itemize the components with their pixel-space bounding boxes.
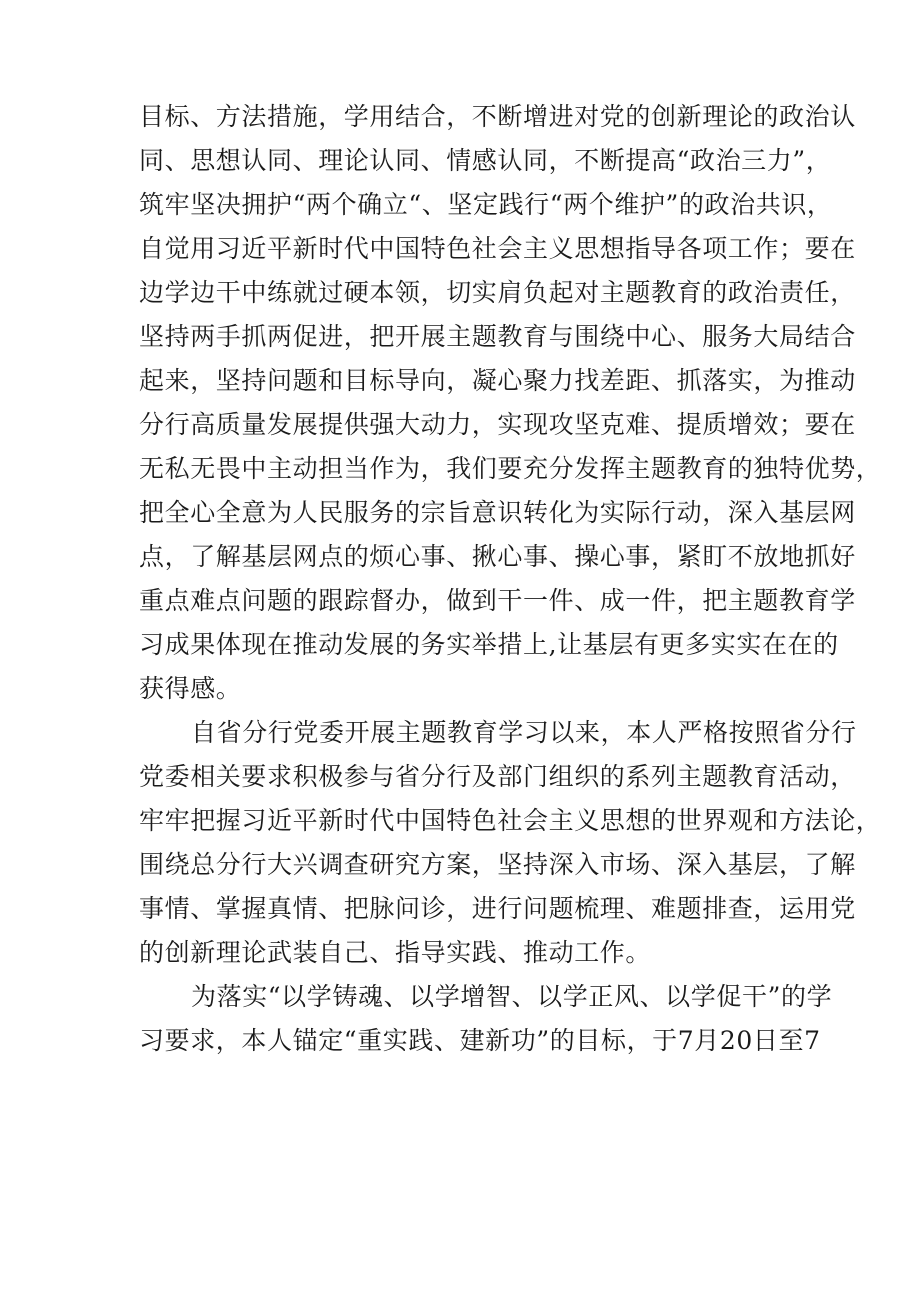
text-line: 获得感。 [139,674,242,703]
text-line: 边学边干中练就过硬本领，切实肩负起对主题教育的政治责任， [139,278,856,307]
text-line: 起来，坚持问题和目标导向，凝心聚力找差距、抓落实，为推动 [139,366,856,395]
text-line: 无私无畏中主动担当作为，我们要充分发挥主题教育的独特优势， [139,454,882,483]
text-line: 党委相关要求积极参与省分行及部门组织的系列主题教育活动， [139,762,856,791]
text-line: 目标、方法措施，学用结合，不断增进对党的创新理论的政治认 [139,102,856,131]
text-line: 牢牢把握习近平新时代中国特色社会主义思想的世界观和方法论， [139,806,882,835]
text-line: 自省分行党委开展主题教育学习以来，本人严格按照省分行 [191,718,857,747]
text-line: 坚持两手抓两促进，把开展主题教育与围绕中心、服务大局结合 [139,322,856,351]
text-line: 筑牢坚决拥护“两个确立“、坚定践行“两个维护”的政治共识， [139,190,833,219]
text-line: 为落实“以学铸魂、以学增智、以学正风、以学促干”的学 [191,982,833,1011]
text-line: 围绕总分行大兴调查研究方案，坚持深入市场、深入基层，了解 [139,850,856,879]
text-line: 分行高质量发展提供强大动力，实现攻坚克难、提质增效；要在 [139,410,856,439]
text-line: 同、思想认同、理论认同、情感认同，不断提高“政治三力”， [139,146,832,175]
text-line: 事情、掌握真情、把脉问诊，进行问题梳理、难题排查，运用党 [139,894,856,923]
text-line: 习要求，本人锚定“重实践、建新功”的目标，于7月20日至7 [139,1026,821,1055]
text-line: 点，了解基层网点的烦心事、揪心事、操心事，紧盯不放地抓好 [139,542,856,571]
text-line: 习成果体现在推动发展的务实举措上,让基层有更多实实在在的 [139,630,839,659]
text-line: 的创新理论武装自己、指导实践、推动工作。 [139,938,652,967]
text-line: 自觉用习近平新时代中国特色社会主义思想指导各项工作；要在 [139,234,856,263]
text-line: 重点难点问题的跟踪督办，做到干一件、成一件，把主题教育学 [139,586,856,615]
document-body [139,95,882,1063]
text-line: 把全心全意为人民服务的宗旨意识转化为实际行动，深入基层网 [139,498,856,527]
